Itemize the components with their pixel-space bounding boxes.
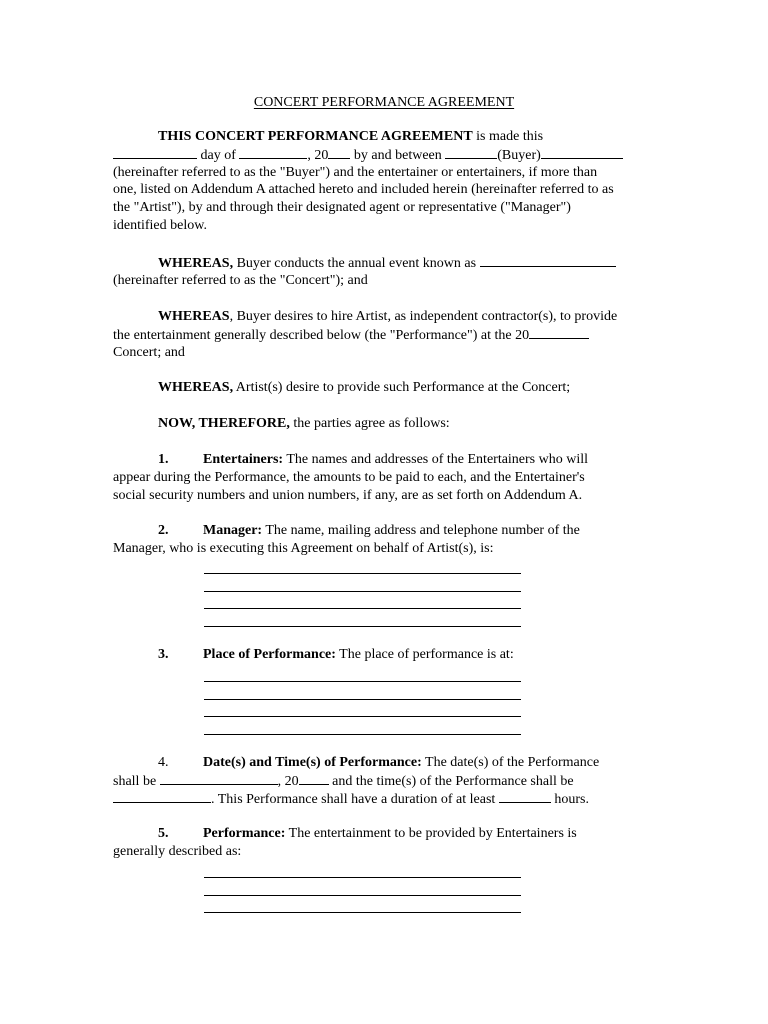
section-5-number: 5.: [158, 826, 169, 841]
buyer-name-blank[interactable]: [445, 146, 497, 159]
section-2-number: 2.: [158, 523, 169, 538]
section-4-text: The date(s) of the Performance: [421, 755, 600, 770]
section-2-text: The name, mailing address and telephone number of the: [262, 523, 580, 538]
section-4-hours: hours.: [550, 791, 589, 807]
performance-line-1[interactable]: [204, 860, 521, 878]
buyer-trailing-blank[interactable]: [541, 146, 623, 159]
section-2-heading: Manager:: [203, 523, 263, 538]
section-1-line-3: social security numbers and union numbers, if any, are as set forth on Addendum A.: [113, 487, 583, 503]
section-4-heading: Date(s) and Time(s) of Performance:: [203, 755, 422, 770]
intro-lead-rest: is made this: [472, 129, 544, 144]
manager-line-3[interactable]: [204, 592, 521, 610]
performance-fill-lines: [204, 860, 521, 913]
year-blank[interactable]: [328, 146, 350, 159]
section-5-heading: Performance:: [203, 826, 286, 841]
section-1-number: 1.: [158, 452, 169, 467]
whereas-2-line-3: Concert; and: [113, 344, 185, 360]
performance-time-blank[interactable]: [113, 790, 211, 803]
performance-year-blank[interactable]: [299, 772, 329, 785]
section-1-heading: Entertainers:: [203, 452, 284, 467]
whereas-2-line-2: the entertainment generally described below (the "Performance") at the 20: [113, 327, 530, 343]
section-5-performance: [113, 825, 653, 861]
intro-paragraph: [113, 128, 653, 235]
intro-day-of: day of: [197, 147, 240, 163]
whereas-3-bold: WHEREAS,: [158, 380, 234, 395]
section-1-text: The names and addresses of the Entertainers who will: [283, 452, 589, 467]
now-therefore-paragraph: [113, 415, 653, 433]
whereas-3-paragraph: [113, 379, 653, 397]
whereas-2-paragraph: [113, 308, 653, 361]
place-line-3[interactable]: [204, 700, 521, 718]
day-blank[interactable]: [113, 146, 197, 159]
manager-line-4[interactable]: [204, 609, 521, 627]
month-blank[interactable]: [239, 146, 307, 159]
place-line-2[interactable]: [204, 682, 521, 700]
section-5-text: The entertainment to be provided by Entertainers is: [285, 826, 577, 841]
section-3-text: The place of performance is at:: [335, 647, 514, 662]
whereas-1-text: Buyer conducts the annual event known as: [233, 256, 480, 271]
performance-date-blank[interactable]: [160, 772, 278, 785]
section-4-number: 4.: [158, 755, 169, 770]
intro-line-3: (hereinafter referred to as the "Buyer") and the entertainer or entertainers, if more than: [113, 164, 598, 180]
section-3-number: 3.: [158, 647, 169, 662]
manager-line-2[interactable]: [204, 574, 521, 592]
concert-year-blank[interactable]: [529, 326, 589, 339]
duration-hours-blank[interactable]: [499, 790, 551, 803]
section-3-heading: Place of Performance:: [203, 647, 336, 662]
intro-line-4: one, listed on Addendum A attached hereto and included herein (hereinafter referred to as: [113, 182, 614, 198]
section-4-dates: [113, 754, 653, 807]
whereas-3-text: Artist(s) desire to provide such Performance at the Concert;: [233, 380, 571, 395]
performance-line-3[interactable]: [204, 896, 521, 914]
section-4-shall-be: shall be: [113, 773, 160, 789]
section-2-manager: [113, 522, 653, 558]
manager-fill-lines: [204, 556, 521, 627]
intro-lead-bold: THIS CONCERT PERFORMANCE AGREEMENT: [158, 129, 473, 144]
performance-line-2[interactable]: [204, 878, 521, 896]
now-therefore-bold: NOW, THEREFORE,: [158, 416, 290, 431]
whereas-1-bold: WHEREAS,: [158, 256, 234, 271]
place-line-4[interactable]: [204, 717, 521, 735]
whereas-2-bold: WHEREAS: [158, 309, 230, 324]
place-line-1[interactable]: [204, 664, 521, 682]
document-title: CONCERT PERFORMANCE AGREEMENT: [253, 95, 515, 110]
intro-buyer-label: (Buyer): [497, 147, 541, 163]
section-5-line-2: generally described as:: [113, 843, 242, 859]
section-4-time-text: and the time(s) of the Performance shall be: [328, 773, 574, 789]
section-4-duration-text: . This Performance shall have a duration of at least: [211, 791, 499, 807]
event-name-blank[interactable]: [480, 254, 616, 267]
now-therefore-text: the parties agree as follows:: [289, 416, 450, 431]
section-2-line-2: Manager, who is executing this Agreement on behalf of Artist(s), is:: [113, 540, 494, 556]
intro-by-and-between: by and between: [350, 147, 446, 163]
whereas-1-paragraph: [113, 254, 653, 290]
section-1-entertainers: [113, 451, 653, 504]
place-fill-lines: [204, 664, 521, 735]
section-3-place: [113, 646, 653, 664]
intro-line-5: the "Artist"), by and through their designated agent or representative ("Manager"): [113, 200, 571, 216]
manager-line-1[interactable]: [204, 556, 521, 574]
intro-year-prefix: , 20: [307, 147, 329, 163]
intro-line-6: identified below.: [113, 217, 207, 233]
whereas-2-text: , Buyer desires to hire Artist, as independent contractor(s), to provide: [229, 309, 618, 324]
section-1-line-2: appear during the Performance, the amounts to be paid to each, and the Entertainer's: [113, 469, 585, 485]
whereas-1-line-2: (hereinafter referred to as the "Concert"); and: [113, 272, 368, 288]
section-4-year-prefix: , 20: [277, 773, 299, 789]
